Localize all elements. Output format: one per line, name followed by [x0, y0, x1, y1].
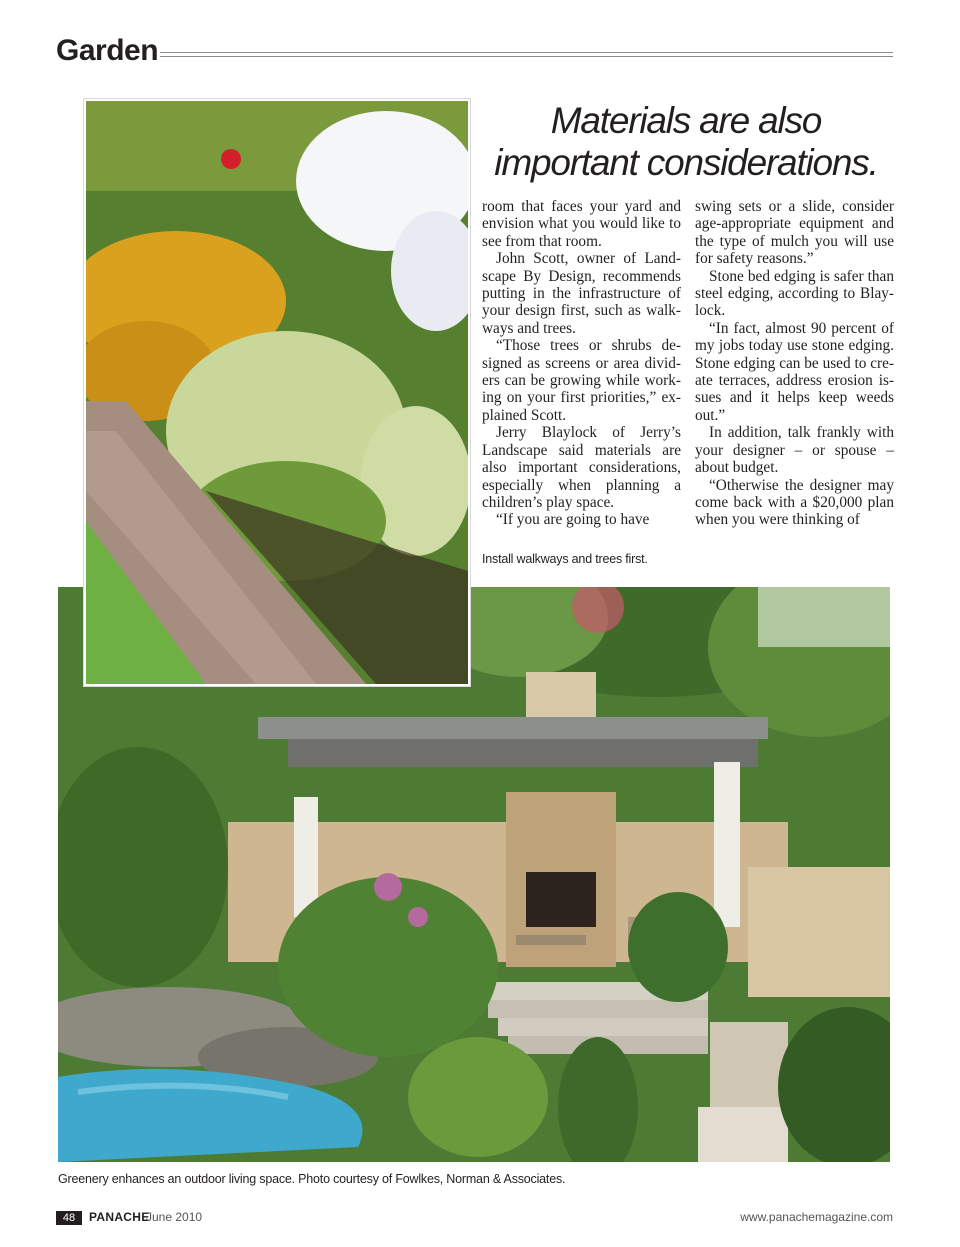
garden-walkway-illustration	[86, 101, 468, 684]
paragraph: John Scott, owner of Land-scape By Design, recommends putting in the infrastructure of your design first, such as walk-ways and trees.	[482, 250, 681, 337]
issue-date: June 2010	[146, 1210, 203, 1224]
headline	[482, 100, 890, 184]
headline-line-2: important considerations.	[494, 142, 878, 183]
paragraph: room that faces your yard and envision what you would like to see from that room.	[482, 198, 681, 250]
article-column-left	[482, 198, 681, 529]
magazine-url[interactable]: www.panachemagazine.com	[740, 1210, 893, 1224]
header-rule	[160, 52, 893, 53]
paragraph: “Otherwise the designer may come back with a $20,000 plan when you were thinking of	[695, 476, 894, 529]
garden-walkway-photo	[84, 99, 470, 686]
paragraph: “In fact, almost 90 percent of my jobs today use stone edging. Stone edging can be used to cre-ate terraces, address erosion is-sues and it helps keep weeds out.”	[695, 319, 894, 424]
article-column-right	[695, 198, 894, 529]
paragraph: “Those trees or shrubs de-signed as screens or area divid-ers can be growing while work-ing on your first priorities,” ex-plained Scott.	[482, 337, 681, 424]
paragraph: “If you are going to have	[496, 511, 650, 529]
header-rule	[160, 56, 893, 57]
page-number: 48	[56, 1211, 82, 1225]
paragraph: In addition, talk frankly with your designer – or spouse – about budget.	[695, 424, 894, 477]
magazine-name: PANACHE	[89, 1210, 150, 1224]
paragraph: swing sets or a slide, consider age-appropriate equipment and the type of mulch you will use for safety reasons.”	[695, 198, 894, 268]
photo-caption-bottom: Greenery enhances an outdoor living space. Photo courtesy of Fowlkes, Norman & Associates.	[58, 1172, 566, 1186]
headline-line-1: Materials are also	[550, 100, 822, 141]
photo-caption-top: Install walkways and trees first.	[482, 552, 648, 566]
section-title: Garden	[56, 34, 159, 67]
paragraph: Stone bed edging is safer than steel edging, according to Blay-lock.	[695, 267, 894, 320]
paragraph: Jerry Blaylock of Jerry’s Landscape said materials are also important considerations, especially when planning a children’s play space.	[482, 424, 681, 511]
